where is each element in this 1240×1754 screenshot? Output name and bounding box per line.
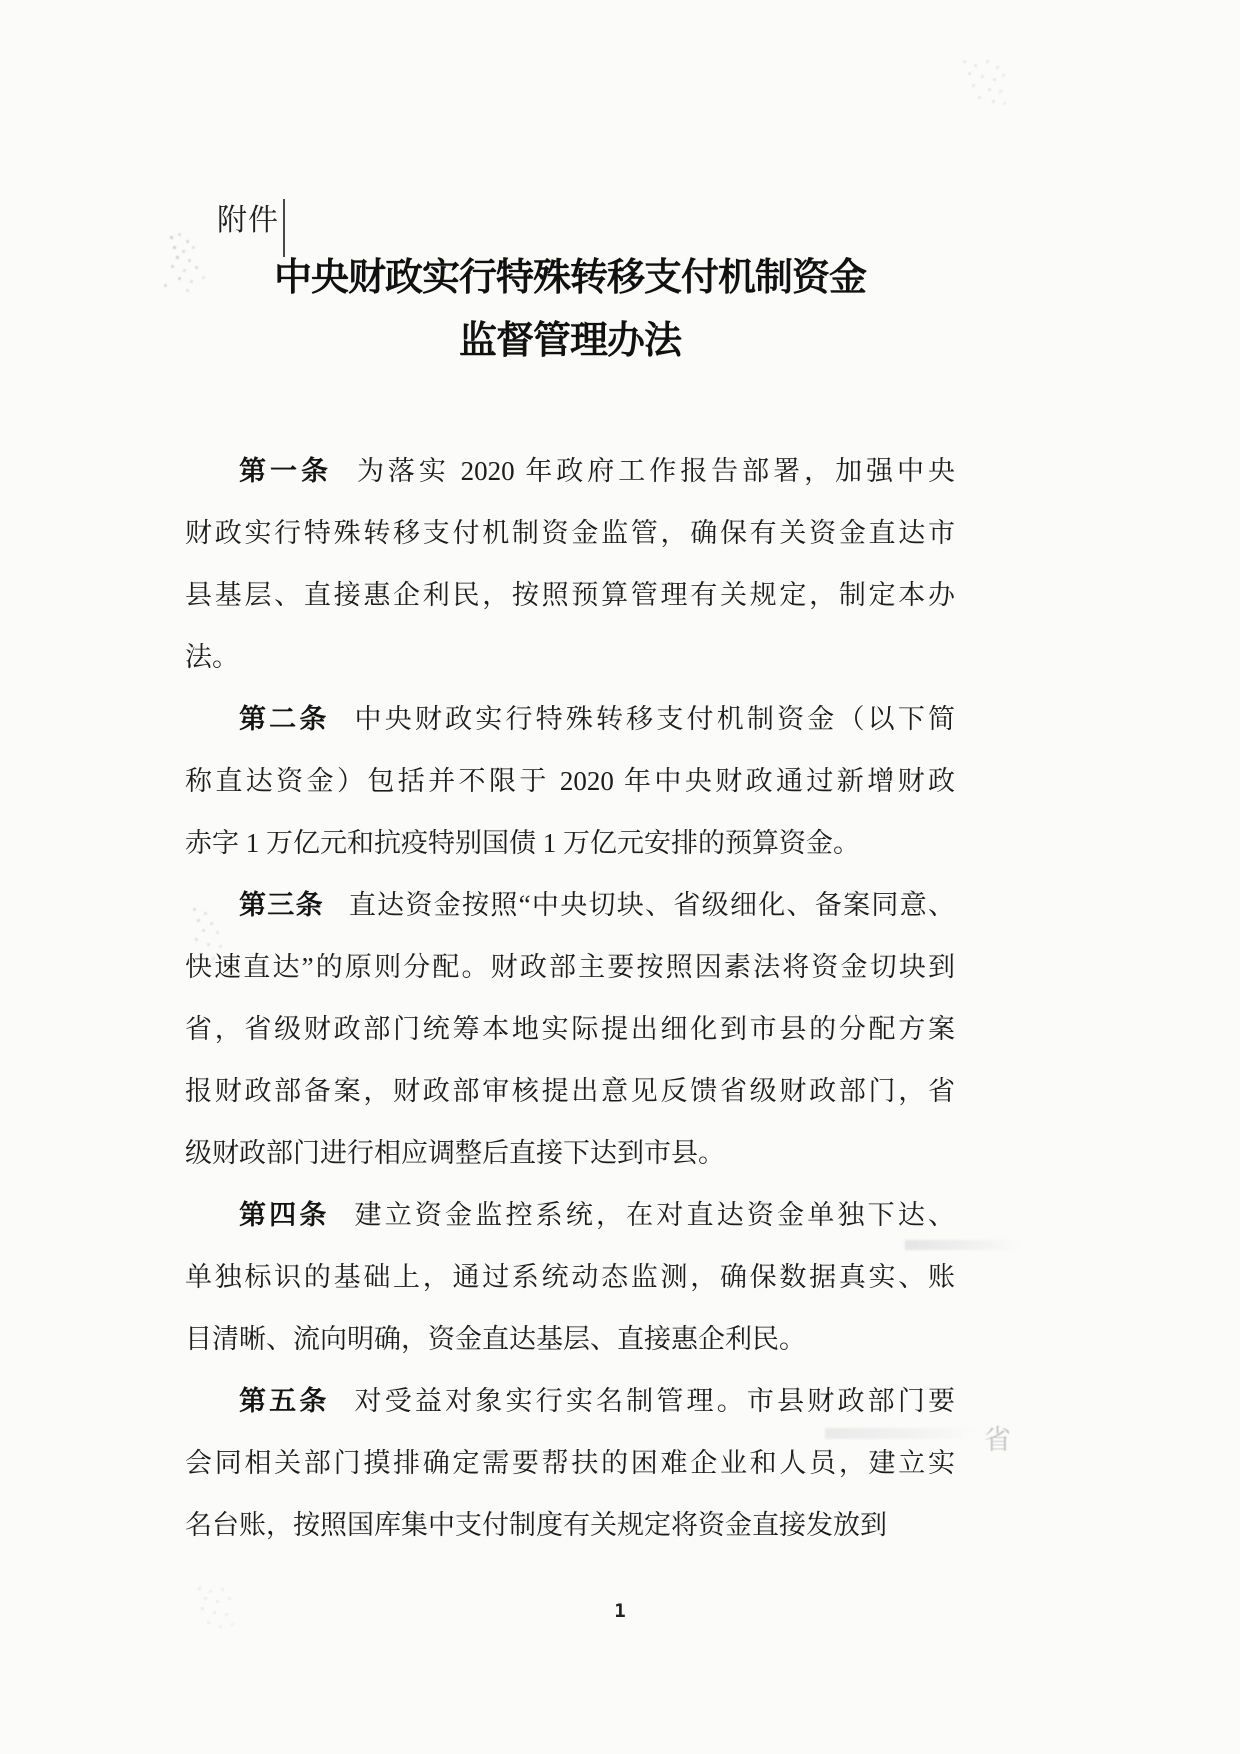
article-label: 第二条	[239, 704, 330, 734]
text-line: 称直达资金）包括并不限于 2020 年中央财政通过新增财政	[185, 766, 955, 796]
text-line: 名台账，按照国库集中支付制度有关规定将资金直接发放到	[185, 1510, 887, 1540]
article-text: 对受益对象实行实名制管理。市县财政部门要	[354, 1386, 956, 1416]
document-body	[185, 440, 955, 1556]
article-text: 为落实 2020 年政府工作报告部署，加强中央	[356, 456, 956, 486]
text-line: 快速直达”的原则分配。财政部主要按照因素法将资金切块到	[185, 952, 955, 982]
article-label: 第四条	[239, 1200, 330, 1230]
article-text: 中央财政实行特殊转移支付机制资金（以下简	[354, 704, 956, 734]
document-title-line2: 监督管理办法	[458, 320, 681, 362]
text-line	[185, 874, 955, 936]
text-line: 级财政部门进行相应调整后直接下达到市县。	[185, 1138, 725, 1168]
text-line	[185, 440, 955, 502]
ghost-character-artifact: 省	[984, 1425, 1011, 1455]
text-line	[185, 1184, 955, 1246]
text-line: 财政实行特殊转移支付机制资金监管，确保有关资金直达市	[185, 518, 955, 548]
scan-smudge-artifact	[962, 58, 965, 61]
text-line	[185, 688, 955, 750]
scan-smudge-artifact	[196, 1585, 199, 1588]
article-text: 建立资金监控系统，在对直达资金单独下达、	[354, 1200, 956, 1230]
article-label: 第一条	[239, 456, 332, 486]
article-label: 第三条	[239, 890, 324, 920]
article-text: 直达资金按照“中央切块、省级细化、备案同意、	[348, 890, 956, 920]
page-number: 1	[614, 1600, 626, 1622]
text-line: 目清晰、流向明确，资金直达基层、直接惠企利民。	[185, 1324, 806, 1354]
text-line: 单独标识的基础上，通过系统动态监测，确保数据真实、账	[185, 1262, 955, 1292]
document-title	[185, 247, 955, 373]
text-line: 法。	[185, 642, 239, 672]
document-title-line1: 中央财政实行特殊转移支付机制资金	[273, 257, 866, 299]
text-line: 省，省级财政部门统筹本地实际提出细化到市县的分配方案	[185, 1014, 955, 1044]
text-line: 赤字 1 万亿元和抗疫特别国债 1 万亿元安排的预算资金。	[185, 828, 860, 858]
text-line: 会同相关部门摸排确定需要帮扶的困难企业和人员，建立实	[185, 1448, 955, 1478]
text-line: 报财政部备案，财政部审核提出意见反馈省级财政部门，省	[185, 1076, 955, 1106]
scan-smudge-artifact	[168, 232, 171, 235]
article-label: 第五条	[239, 1386, 330, 1416]
text-line: 县基层、直接惠企利民，按照预算管理有关规定，制定本办	[185, 580, 955, 610]
attachment-label: 附件	[217, 204, 279, 237]
text-line	[185, 1370, 955, 1432]
